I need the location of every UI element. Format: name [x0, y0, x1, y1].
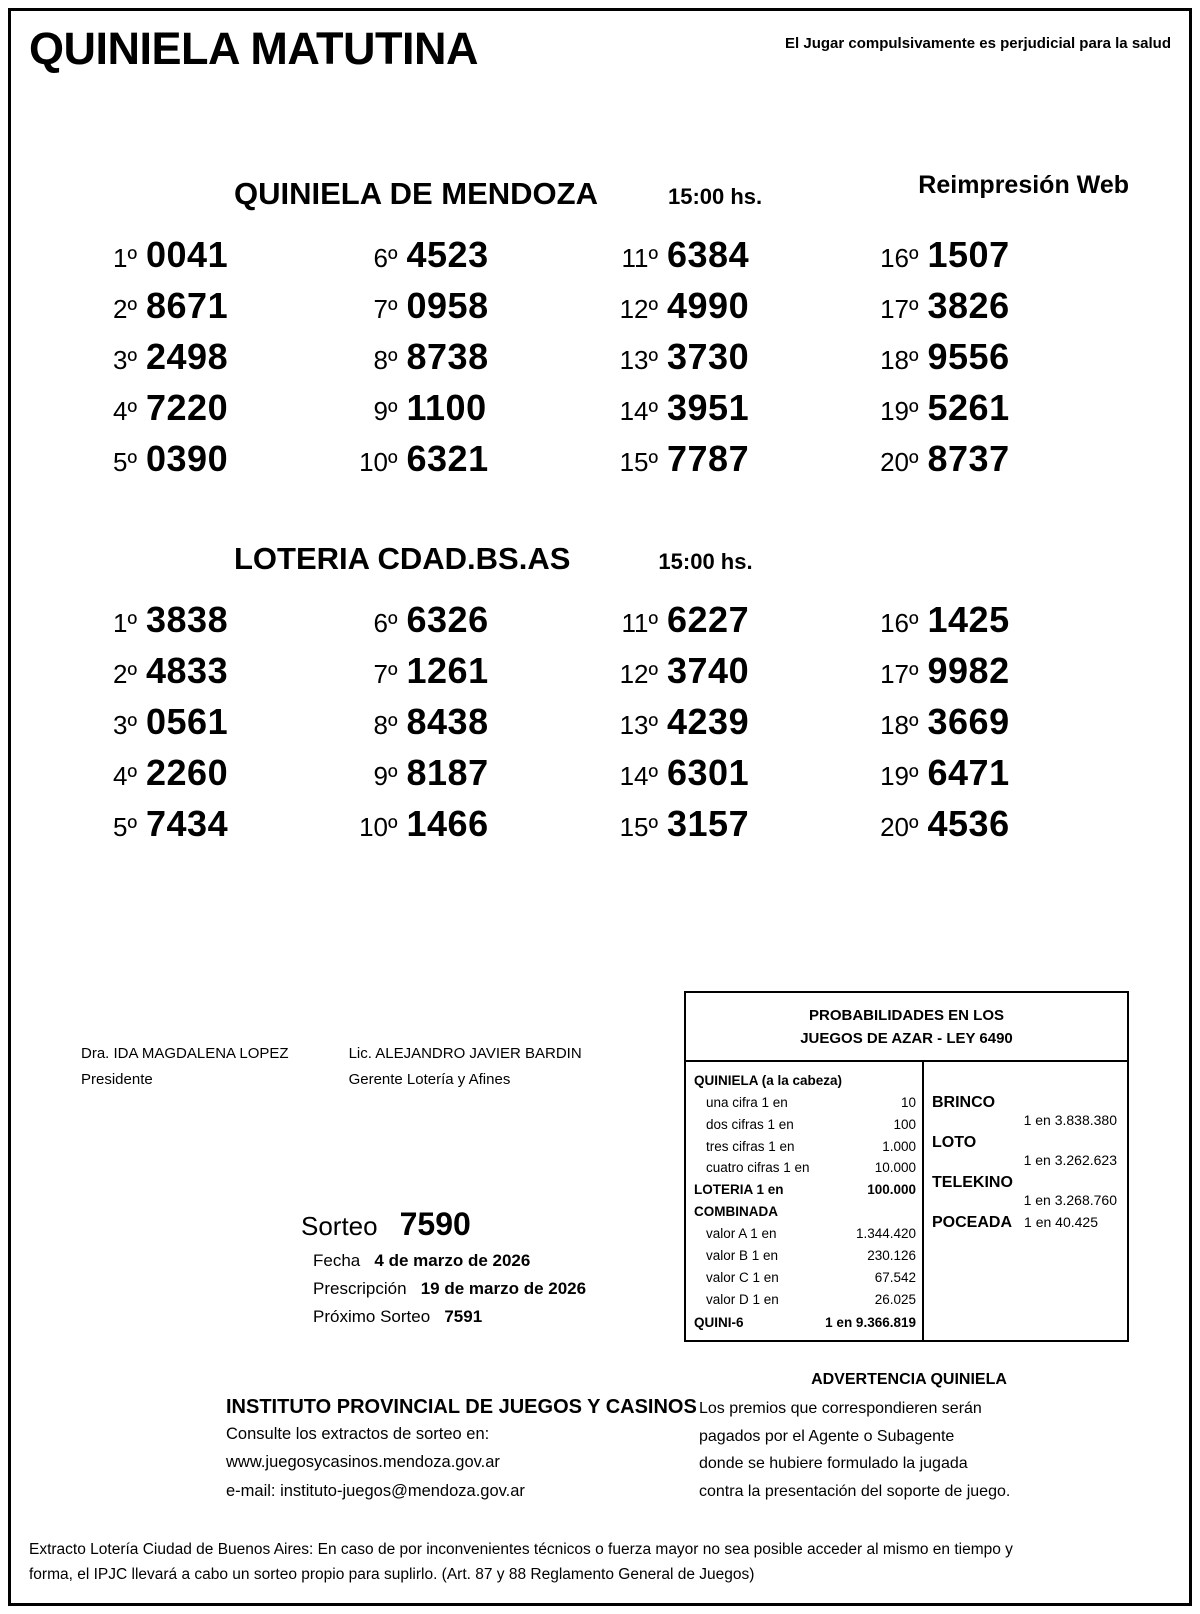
result-number: 4990: [667, 285, 750, 327]
draw-header: [29, 541, 1171, 577]
result-number: 3838: [146, 599, 229, 641]
advertencia-line: pagados por el Agente o Subagente: [699, 1427, 955, 1445]
draw-title: LOTERIA CDAD.BS.AS: [234, 541, 571, 577]
result-number: 0561: [146, 701, 229, 743]
prob-value: 1.000: [882, 1138, 916, 1154]
result-cell: [871, 803, 1132, 845]
prob-value: 100: [893, 1116, 916, 1132]
footer-line: Extracto Lotería Ciudad de Buenos Aires: En caso de por inconvenientes técnicos o fuerza mayor no sea posible acceder al mismo en tiempo y: [29, 1540, 1013, 1558]
prob-label: tres cifras 1 en: [706, 1138, 795, 1154]
result-cell: [610, 752, 871, 794]
result-number: 1507: [927, 234, 1010, 276]
signature-role: Gerente Lotería y Afines: [348, 1071, 511, 1089]
result-cell: [610, 701, 871, 743]
sorteo-info: [301, 1206, 586, 1327]
prob-row: [694, 1312, 916, 1334]
result-number: 4833: [146, 650, 229, 692]
result-number: 8438: [406, 701, 489, 743]
draw-time: 15:00 hs.: [667, 184, 763, 210]
prob-value: 1 en 9.366.819: [825, 1315, 916, 1331]
result-cell: [89, 650, 350, 692]
result-position: 7º: [373, 659, 398, 690]
sorteo-prescripcion: [313, 1279, 586, 1299]
result-position: 2º: [113, 659, 137, 690]
sorteo-fecha: [313, 1251, 586, 1271]
result-number: 4523: [406, 234, 489, 276]
result-cell: [350, 752, 611, 794]
signature-role: Presidente: [81, 1071, 153, 1089]
prescripcion-label: Prescripción: [313, 1279, 407, 1298]
result-number: 4536: [927, 803, 1010, 845]
probabilities-right-column: [924, 1062, 1127, 1340]
result-position: 13º: [619, 710, 658, 741]
result-cell: [610, 285, 871, 327]
prob-label: una cifra 1 en: [706, 1094, 788, 1110]
prob-row: [694, 1157, 916, 1179]
result-cell: [871, 285, 1132, 327]
result-position: 16º: [880, 608, 919, 639]
result-position: 9º: [373, 396, 398, 427]
result-position: 17º: [880, 659, 919, 690]
fecha-label: Fecha: [313, 1251, 361, 1270]
probabilities-title-line1: PROBABILIDADES EN LOS: [808, 1007, 1004, 1024]
result-number: 8671: [146, 285, 229, 327]
result-cell: [871, 701, 1132, 743]
result-position: 20º: [880, 447, 919, 478]
result-cell: [871, 438, 1132, 480]
result-number: 6384: [667, 234, 750, 276]
institute-website[interactable]: www.juegosycasinos.mendoza.gov.ar: [226, 1453, 500, 1472]
result-position: 8º: [373, 710, 398, 741]
result-number: 1425: [927, 599, 1010, 641]
result-position: 14º: [619, 761, 658, 792]
result-number: 7787: [667, 438, 750, 480]
advertencia-title: ADVERTENCIA QUINIELA: [811, 1371, 1007, 1388]
result-position: 19º: [880, 396, 919, 427]
result-number: 8187: [406, 752, 489, 794]
prob-value: 26.025: [874, 1291, 916, 1307]
result-cell: [610, 234, 871, 276]
result-cell: [871, 650, 1132, 692]
result-number: 6326: [406, 599, 489, 641]
advertencia-block: [699, 1371, 1119, 1505]
prob-row: [694, 1223, 916, 1245]
result-position: 2º: [113, 294, 137, 325]
prob-value: 67.542: [874, 1269, 916, 1285]
result-number: 0390: [146, 438, 229, 480]
result-number: 3951: [667, 387, 750, 429]
proximo-value: 7591: [444, 1307, 483, 1326]
result-cell: [871, 599, 1132, 641]
prob-row: [694, 1114, 916, 1136]
institute-email[interactable]: e-mail: instituto-juegos@mendoza.gov.ar: [226, 1481, 525, 1500]
result-position: 1º: [113, 608, 137, 639]
prob-label: LOTERIA 1 en: [694, 1182, 784, 1198]
result-cell: [89, 234, 350, 276]
result-number: 6321: [406, 438, 489, 480]
result-position: 8º: [373, 345, 398, 376]
result-cell: [350, 234, 611, 276]
prob-label: dos cifras 1 en: [706, 1116, 794, 1132]
signature-manager: [349, 1041, 582, 1094]
reprint-label: Reimpresión Web: [918, 171, 1129, 199]
probabilities-body: [686, 1062, 1127, 1340]
result-cell: [89, 803, 350, 845]
draw-block-loteria-cdad-bsas: [29, 541, 1171, 854]
prob-value: 1.344.420: [855, 1226, 916, 1242]
advertencia-line: donde se hubiere formulado la jugada: [699, 1455, 968, 1473]
probabilities-left-column: [686, 1062, 924, 1340]
result-position: 16º: [880, 243, 919, 274]
fecha-value: 4 de marzo de 2026: [374, 1251, 531, 1270]
result-number: 0041: [146, 234, 229, 276]
result-position: 12º: [619, 294, 658, 325]
result-cell: [871, 387, 1132, 429]
result-number: 1466: [406, 803, 489, 845]
probabilities-title: [686, 993, 1127, 1062]
result-number: 6227: [667, 599, 750, 641]
result-cell: [350, 285, 611, 327]
result-number: 3669: [927, 701, 1010, 743]
prob-label: QUINIELA (a la cabeza): [694, 1073, 843, 1088]
result-cell: [89, 701, 350, 743]
result-cell: [89, 285, 350, 327]
prob-label: valor A 1 en: [706, 1226, 777, 1242]
prob-row: [694, 1179, 916, 1201]
sorteo-number-line: [301, 1206, 586, 1243]
result-position: 12º: [619, 659, 658, 690]
result-cell: [350, 387, 611, 429]
result-cell: [610, 803, 871, 845]
header: [29, 21, 1171, 72]
result-position: 11º: [621, 243, 658, 274]
prob-value: 10: [900, 1094, 916, 1110]
result-position: 3º: [113, 710, 137, 741]
result-number: 6301: [667, 752, 750, 794]
result-position: 15º: [619, 447, 658, 478]
probabilities-title-line2: JUEGOS DE AZAR - LEY 6490: [800, 1029, 1013, 1047]
document-frame: [8, 8, 1192, 1606]
prob-game-name: BRINCO: [932, 1094, 996, 1111]
institute-block: [226, 1396, 697, 1504]
sorteo-proximo: [313, 1307, 586, 1327]
prob-label: QUINI-6: [694, 1315, 744, 1331]
result-cell: [89, 387, 350, 429]
result-cell: [89, 336, 350, 378]
draw-block-quiniela-mendoza: [29, 176, 1171, 489]
draw-title: QUINIELA DE MENDOZA: [234, 176, 598, 212]
result-cell: [871, 234, 1132, 276]
result-cell: [350, 803, 611, 845]
prob-value: 10.000: [874, 1160, 916, 1176]
result-number: 9982: [927, 650, 1010, 692]
result-position: 19º: [880, 761, 919, 792]
result-position: 13º: [619, 345, 658, 376]
result-number: 8738: [406, 336, 489, 378]
prob-value: 100.000: [867, 1182, 916, 1198]
prob-label: COMBINADA: [694, 1204, 778, 1220]
result-position: 3º: [113, 345, 137, 376]
prob-row: [694, 1201, 916, 1223]
result-number: 5261: [927, 387, 1010, 429]
result-number: 0958: [406, 285, 489, 327]
prob-game-name: TELEKINO: [932, 1174, 1013, 1191]
result-cell: [610, 336, 871, 378]
result-cell: [610, 599, 871, 641]
result-cell: [350, 336, 611, 378]
result-cell: [610, 387, 871, 429]
sorteo-number: 7590: [399, 1206, 471, 1242]
result-number: 9556: [927, 336, 1010, 378]
prob-value: 230.126: [867, 1247, 916, 1263]
prob-row: [694, 1136, 916, 1158]
result-position: 5º: [113, 447, 137, 478]
prob-label: cuatro cifras 1 en: [706, 1160, 810, 1176]
result-cell: [89, 752, 350, 794]
result-position: 5º: [113, 812, 137, 843]
results-grid: [29, 234, 1171, 489]
result-cell: [871, 336, 1132, 378]
result-position: 4º: [113, 396, 137, 427]
result-cell: [350, 701, 611, 743]
result-number: 3740: [667, 650, 750, 692]
result-cell: [350, 650, 611, 692]
prob-game-poceada: [932, 1214, 1121, 1232]
result-position: 10º: [359, 812, 398, 843]
proximo-label: Próximo Sorteo: [313, 1307, 431, 1326]
footer-note: [29, 1537, 1171, 1587]
prob-row: [694, 1092, 916, 1114]
result-cell: [89, 438, 350, 480]
result-position: 10º: [359, 447, 398, 478]
prob-game-odds: 1 en 40.425: [1024, 1214, 1098, 1230]
result-position: 20º: [880, 812, 919, 843]
results-grid: [29, 599, 1171, 854]
institute-title: INSTITUTO PROVINCIAL DE JUEGOS Y CASINOS: [226, 1396, 697, 1418]
result-cell: [89, 599, 350, 641]
prob-label: valor C 1 en: [706, 1269, 779, 1285]
result-position: 7º: [373, 294, 398, 325]
result-number: 3826: [927, 285, 1010, 327]
signature-president: [81, 1041, 289, 1094]
prescripcion-value: 19 de marzo de 2026: [420, 1279, 587, 1298]
page-title: QUINIELA MATUTINA: [29, 23, 478, 74]
result-position: 6º: [373, 243, 398, 274]
probabilities-box: [684, 991, 1129, 1342]
signature-name: Lic. ALEJANDRO JAVIER BARDIN: [348, 1045, 582, 1062]
prob-row: [694, 1267, 916, 1289]
result-cell: [610, 650, 871, 692]
result-position: 6º: [373, 608, 398, 639]
result-position: 9º: [373, 761, 398, 792]
result-cell: [350, 599, 611, 641]
result-number: 7220: [146, 387, 229, 429]
gambling-warning: El Jugar compulsivamente es perjudicial para la salud: [785, 35, 1171, 52]
signatures: [81, 1041, 642, 1094]
signature-name: Dra. IDA MAGDALENA LOPEZ: [81, 1045, 289, 1062]
result-cell: [610, 438, 871, 480]
result-number: 3157: [667, 803, 750, 845]
prob-game-name: LOTO: [932, 1134, 977, 1151]
advertencia-line: Los premios que correspondieren serán: [699, 1400, 982, 1417]
result-number: 4239: [667, 701, 750, 743]
result-position: 11º: [621, 608, 658, 639]
prob-label: valor B 1 en: [706, 1247, 779, 1263]
result-number: 2498: [146, 336, 229, 378]
sorteo-label: Sorteo: [301, 1211, 378, 1241]
result-position: 18º: [880, 710, 919, 741]
result-cell: [871, 752, 1132, 794]
result-position: 14º: [619, 396, 658, 427]
prob-label: valor D 1 en: [706, 1291, 779, 1307]
result-position: 4º: [113, 761, 137, 792]
result-number: 2260: [146, 752, 229, 794]
result-position: 1º: [113, 243, 137, 274]
prob-game-odds: 1 en 3.838.380: [1023, 1112, 1117, 1128]
prob-row: [694, 1289, 916, 1311]
prob-game-odds: 1 en 3.262.623: [1023, 1152, 1117, 1168]
institute-line: Consulte los extractos de sorteo en:: [226, 1425, 490, 1443]
advertencia-line: contra la presentación del soporte de juego.: [699, 1482, 1011, 1500]
result-position: 18º: [880, 345, 919, 376]
result-number: 1261: [406, 650, 489, 692]
result-position: 17º: [880, 294, 919, 325]
result-number: 1100: [406, 387, 487, 429]
result-number: 7434: [146, 803, 229, 845]
result-number: 8737: [927, 438, 1010, 480]
prob-game-odds: 1 en 3.268.760: [1023, 1192, 1117, 1208]
result-number: 6471: [927, 752, 1010, 794]
draw-time: 15:00 hs.: [658, 549, 753, 575]
prob-row: [694, 1245, 916, 1267]
footer-line: forma, el IPJC llevará a cabo un sorteo propio para suplirlo. (Art. 87 y 88 Reglamento General de Juegos): [29, 1565, 755, 1583]
prob-game-name: POCEADA: [932, 1214, 1013, 1231]
result-number: 3730: [667, 336, 750, 378]
result-cell: [350, 438, 611, 480]
result-position: 15º: [619, 812, 658, 843]
prob-row: [694, 1070, 916, 1092]
